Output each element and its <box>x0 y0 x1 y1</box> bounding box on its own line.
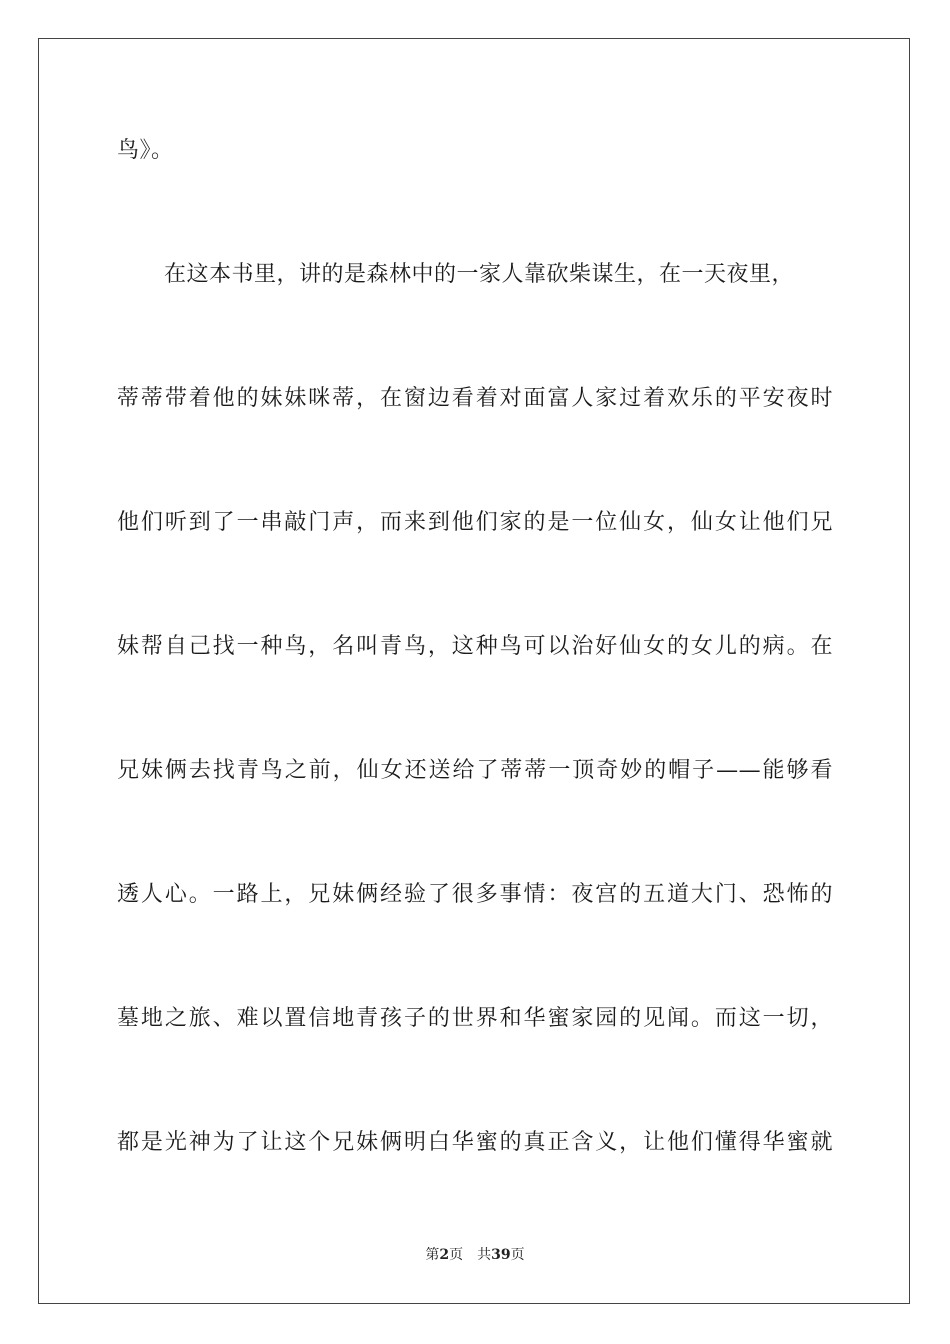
page-number: 2 <box>439 1247 450 1263</box>
page-footer <box>0 1246 950 1264</box>
text-line: 蒂蒂带着他的妹妹咪蒂，在窗边看着对面富人家过着欢乐的平安夜时 <box>117 386 833 411</box>
text-line: 他们听到了一串敲门声，而来到他们家的是一位仙女，仙女让他们兄 <box>117 510 833 535</box>
page-prefix: 第 <box>425 1247 440 1263</box>
text-line: 兄妹俩去找青鸟之前，仙女还送给了蒂蒂一顶奇妙的帽子——能够看 <box>117 758 833 783</box>
page-border <box>38 38 910 1304</box>
page-suffix: 页 <box>449 1247 464 1263</box>
total-suffix: 页 <box>510 1247 525 1263</box>
text-line: 墓地之旅、难以置信地青孩子的世界和华蜜家园的见闻。而这一切， <box>117 1006 833 1031</box>
text-line: 妹帮自己找一种鸟，名叫青鸟，这种鸟可以治好仙女的女儿的病。在 <box>117 634 833 659</box>
text-line: 鸟》。 <box>117 138 174 163</box>
total-pages: 39 <box>491 1247 511 1263</box>
text-line: 都是光神为了让这个兄妹俩明白华蜜的真正含义，让他们懂得华蜜就 <box>117 1130 833 1155</box>
total-prefix: 共 <box>477 1247 492 1263</box>
text-line: 在这本书里，讲的是森林中的一家人靠砍柴谋生，在一天夜里， <box>164 262 795 287</box>
text-line: 透人心。一路上，兄妹俩经验了很多事情：夜宫的五道大门、恐怖的 <box>117 882 833 907</box>
